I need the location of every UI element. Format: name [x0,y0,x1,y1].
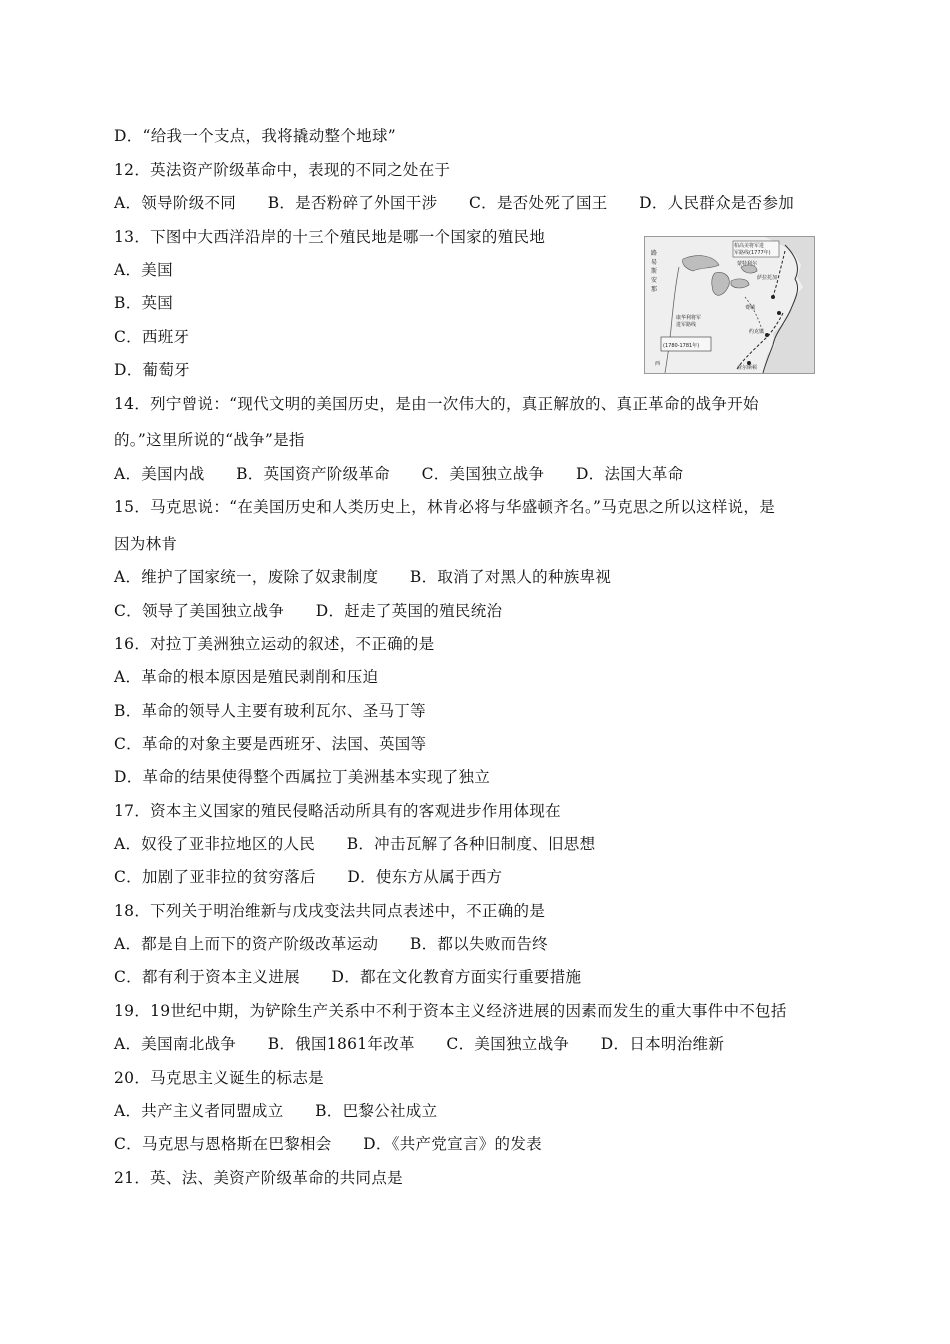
map-label: 柏高美将军进 [734,243,765,249]
question-16: 16．对拉丁美洲独立运动的叙述，不正确的是 [114,635,435,653]
question-15-options-2: C．领导了美国独立战争 D．赶走了英国的殖民统治 [114,602,503,620]
question-20-options-2: C．马克思与恩格斯在巴黎相会 D．《共产党宣言》的发表 [114,1135,542,1153]
map-label: 西 [655,361,661,367]
question-13-option-c: C．西班牙 [114,328,190,346]
question-21: 21．英、法、美资产阶级革命的共同点是 [114,1169,403,1187]
question-19-options: A．美国南北战争 B．俄国1861年改革 C．美国独立战争 D．日本明治维新 [114,1035,725,1053]
question-12-options: A．领导阶级不同 B．是否粉碎了外国干涉 C．是否处死了国王 D．人民群众是否参加 [114,194,795,212]
question-15-options-1: A．维护了国家统一，废除了奴隶制度 B．取消了对黑人的种族卑视 [114,568,612,586]
map-label: 进军路线 [676,322,697,328]
question-20: 20．马克思主义诞生的标志是 [114,1069,324,1087]
map-label: 萨拉托加 [757,275,778,281]
question-14-cont: 的。”这里所说的“战争”是指 [114,431,305,449]
map-label: 军路线(1777年) [734,250,771,256]
question-15-cont: 因为林肯 [114,535,178,553]
question-12: 12．英法资产阶级革命中，表现的不同之处在于 [114,161,451,179]
question-17-options-2: C．加剧了亚非拉的贫穷落后 D．使东方从属于西方 [114,868,503,886]
map-label: 蒙特利尔 [737,261,758,267]
question-13-option-a: A．美国 [114,261,173,279]
question-15: 15．马克思说：“在美国历史和人类历史上，林肯必将与华盛顿齐名。”马克思之所以这样说，是 [114,498,776,516]
map-label: 约克镇 [749,329,765,335]
question-14-options: A．美国内战 B．英国资产阶级革命 C．美国独立战争 D．法国大革命 [114,465,684,483]
question-16-option-b: B．革命的领导人主要有玻利瓦尔、圣马丁等 [114,702,426,720]
option-line: D．“给我一个支点，我将撬动整个地球” [114,127,396,145]
question-13: 13．下图中大西洋沿岸的十三个殖民地是哪一个国家的殖民地 [114,228,546,246]
question-16-option-d: D．革命的结果使得整个西属拉丁美洲基本实现了独立 [114,768,491,786]
map-label: (1780-1781年) [663,343,700,349]
question-20-options-1: A．共产主义者同盟成立 B．巴黎公社成立 [114,1102,438,1120]
thirteen-colonies-map [644,236,815,374]
question-19: 19．19世纪中期，为铲除生产关系中不利于资本主义经济进展的因素而发生的重大事件中不包括 [114,1002,787,1020]
question-18: 18．下列关于明治维新与戊戌变法共同点表述中，不正确的是 [114,902,546,920]
map-vertical-label [651,249,657,293]
question-17: 17．资本主义国家的殖民侵略活动所具有的客观进步作用体现在 [114,802,561,820]
question-13-option-b: B．英国 [114,294,174,312]
question-13-option-d: D．葡萄牙 [114,361,190,379]
question-17-options-1: A．奴役了亚非拉地区的人民 B．冲击瓦解了各种旧制度、旧思想 [114,835,596,853]
question-14: 14．列宁曾说：“现代文明的美国历史，是由一次伟大的，真正解放的、真正革命的战争开始 [114,395,759,413]
question-16-option-c: C．革命的对象主要是西班牙、法国、英国等 [114,735,427,753]
map-label: 康华利将军 [676,315,702,321]
question-16-option-a: A．革命的根本原因是殖民剥削和压迫 [114,668,379,686]
map-label: 费城 [745,305,756,311]
question-18-options-1: A．都是自上而下的资产阶级改革运动 B．都以失败而告终 [114,935,548,953]
map-label: 查尔斯顿 [737,365,758,371]
map-label-vertical: 路易斯安那 [651,250,658,293]
question-18-options-2: C．都有利于资本主义进展 D．都在文化教育方面实行重要措施 [114,968,582,986]
